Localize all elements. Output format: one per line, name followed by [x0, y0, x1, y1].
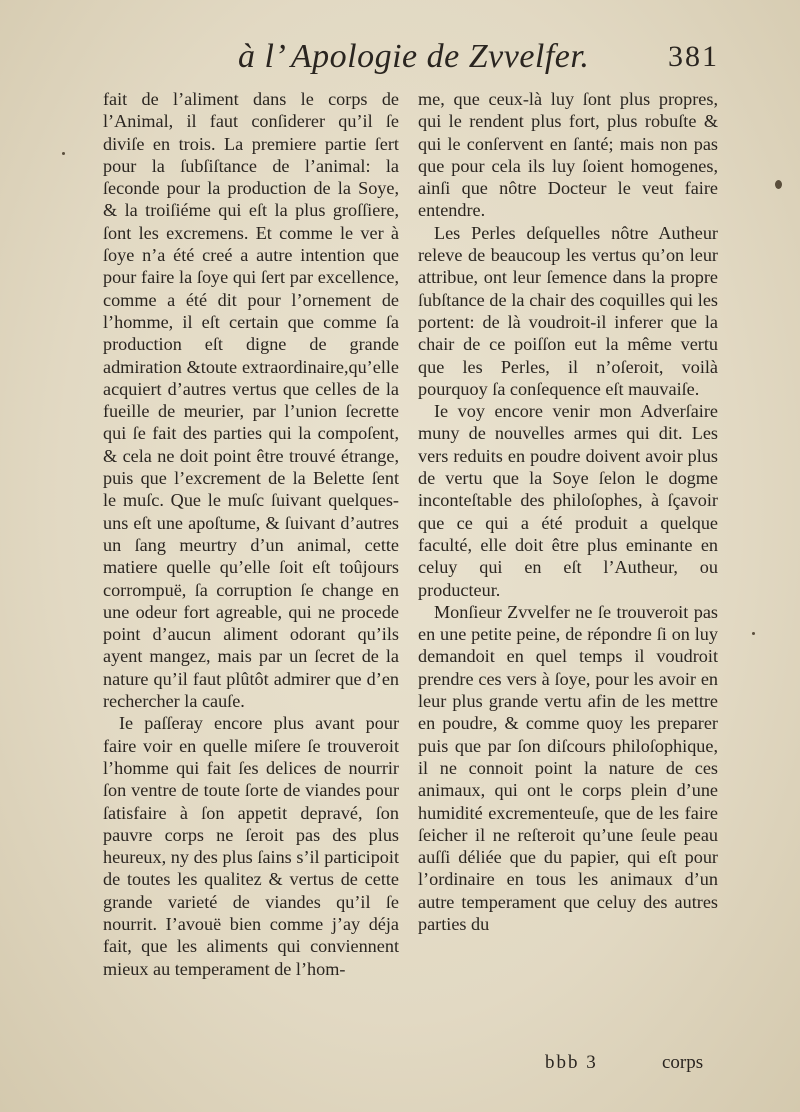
page-header [0, 38, 800, 88]
page-footer [0, 1052, 800, 1082]
paragraph: fait de l’aliment dans le corps de l’Animal, il faut conſiderer qu’il ſe diviſe en trois. La premiere partie ſert pour la ſubſiſtance de l’animal: la ſeconde pour la production de la Soye, & la troiſiéme qui eſt la plus groſſiere, ſont les excremens. Et comme le ver à ſoye n’a été creé a autre intention que pour faire la ſoye qui ſert par excellence, comme a été dit pour l’ornement de l’homme, il eſt certain que comme ſa production eſt digne de grande admiration &toute extraordinaire,qu’elle acquiert d’autres vertus que celles de la fueille de meurier, par l’union ſecrette qui ſe fait des parties qui la compoſent, & cela ne doit point être trouvé étrange, puis que l’excrement de la Belette ſent le muſc. Que le muſc ſuivant quelques-uns eſt une apoſtume, & ſuivant d’autres un ſang meurtry d’un animal, cette matiere quelle qu’elle ſoit eſt toûjours corrompuë, ſa corruption ſe change en une odeur fort agreable, qui ne procede point d’aucun aliment odorant qu’ils ayent mangez, mais par un ſecret de la nature qu’il faut plûtôt admirer que d’en rechercher la cauſe. [103, 89, 399, 712]
paragraph: me, que ceux-là luy ſont plus propres, qui le rendent plus fort, plus robuſte & qui le conſervent en ſanté; mais non pas que pour cela ils luy ſoient homogenes, ainſi que nôtre Docteur le veut faire entendre. [418, 89, 718, 221]
ink-speck [775, 180, 782, 189]
catchword: corps [662, 1052, 704, 1073]
running-title: à l’ Apologie de Zvvelfer. [238, 38, 590, 75]
paragraph: Ie paſſeray encore plus avant pour faire voir en quelle miſere ſe trouveroit l’homme qui fait ſes delices de nourrir ſon ventre de toute ſorte de viandes pour ſatisfaire à ſon appetit depravé, ſon pauvre corps ne ſeroit pas des plus heureux, ny des plus ſains s’il participoit de toutes les qualitez & vertus de cette grande varieté de viandes qu’il ſe nourrit. I’avouë bien comme j’ay déja fait, que les aliments qui conviennent mieux au temperament de l’hom- [103, 713, 399, 979]
ink-speck [752, 632, 755, 635]
paragraph: Ie voy encore venir mon Adverſaire muny de nouvelles armes qui dit. Les vers reduits en poudre doivent avoir plus de vertu que la Soye ſelon le dogme inconteſtable des philoſophes, à ſçavoir que ce qui a été produit a quelque faculté, elle doit être plus eminante en celuy qui en eſt l’Autheur, ou producteur. [418, 401, 718, 600]
signature-mark: bbb 3 [545, 1052, 598, 1073]
ink-speck [62, 152, 65, 155]
page-number: 381 [668, 40, 719, 73]
paragraph: Monſieur Zvvelfer ne ſe trouveroit pas en une petite peine, de répondre ſi on luy demandoit en quel temps il voudroit prendre ces vers à ſoye, pour les avoir en leur plus grande vertu afin de les mettre en poudre, & comme quoy les preparer puis que par ſon diſcours philoſophique, il ne connoit point la nature de ces animaux, qui ont le corps plein d’une humidité excrementeuſe, que de les faire ſeicher il ne reſteroit qu’une ſeule peau auſſi déliée que du papier, qui eſt pour l’ordinaire en tous les animaux d’un autre temperament que celuy des autres parties du [418, 601, 718, 934]
right-column [418, 88, 718, 935]
paragraph: Les Perles deſquelles nôtre Autheur releve de beaucoup les vertus qu’on leur attribue, ont leur ſemence dans la propre ſubſtance de la chair des coquilles qui les portent: de là voudroit-il inferer que la chair de ce poiſſon eut la même vertu que les Perles, il n’oſeroit, voilà pourquoy ſa conſequence eſt mauvaiſe. [418, 222, 718, 399]
left-column [103, 88, 399, 980]
